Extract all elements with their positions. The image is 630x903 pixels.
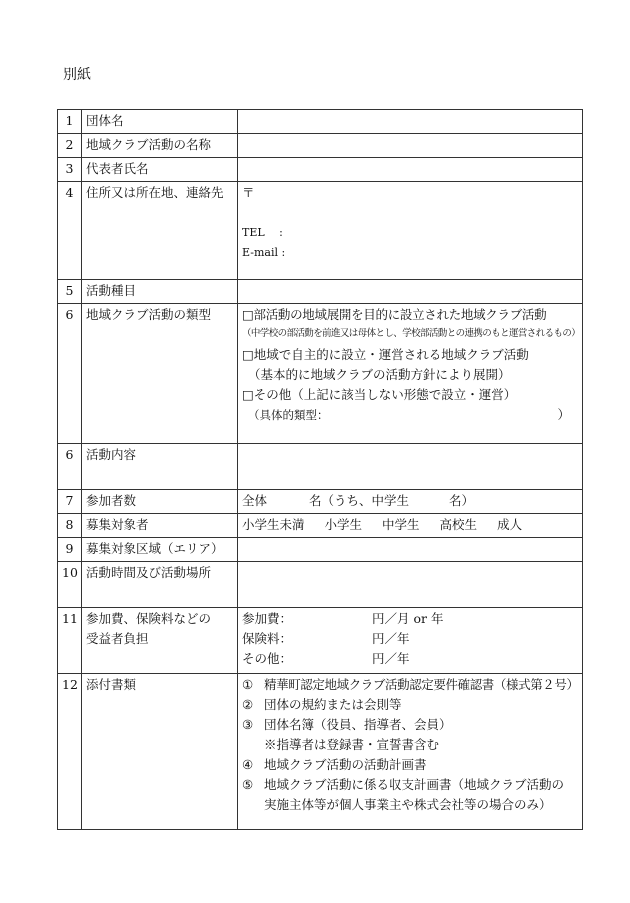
fee-insurance-unit: 円／年 bbox=[372, 631, 410, 646]
attachment-note: ※指導者は登録書・宣誓書含む bbox=[264, 737, 440, 752]
form-row-activity-content bbox=[58, 444, 583, 490]
participants-unit-1: 名（うち、中学生 bbox=[309, 493, 410, 508]
fees-label-line-1: 参加費、保険料などの bbox=[86, 611, 212, 626]
row-number: 7 bbox=[58, 490, 82, 514]
target-option[interactable]: 中学生 bbox=[382, 517, 420, 532]
category-option-3[interactable]: □その他（上記に該当しない形態で設立・運営） bbox=[242, 387, 517, 402]
row-label: 団体名 bbox=[82, 110, 238, 134]
application-form-table bbox=[57, 109, 583, 830]
row-label: 募集対象者 bbox=[82, 514, 238, 538]
category-option-2[interactable]: □地域で自主的に設立・運営される地域クラブ活動 bbox=[242, 347, 529, 362]
activity-content-field[interactable] bbox=[238, 444, 583, 490]
row-number: 5 bbox=[58, 280, 82, 304]
attachment-item: ① 精華町認定地域クラブ活動認定要件確認書（様式第２号） bbox=[242, 677, 579, 692]
row-label: 活動時間及び活動場所 bbox=[82, 562, 238, 608]
row-number: 2 bbox=[58, 134, 82, 158]
email-label: E-mail : bbox=[242, 246, 286, 259]
row-label: 地域クラブ活動の名称 bbox=[82, 134, 238, 158]
participants-unit-2: 名） bbox=[449, 493, 475, 508]
form-row-recruit-target bbox=[58, 514, 583, 538]
attachment-item: ④ 地域クラブ活動の活動計画書 bbox=[242, 757, 427, 772]
row-label bbox=[82, 608, 238, 674]
row-label: 添付書類 bbox=[82, 674, 238, 830]
participants-total-label: 全体 bbox=[242, 493, 268, 508]
attachment-item: ⑤ 地域クラブ活動に係る収支計画書（地域クラブ活動の実施主体等が個人事業主や株式会社等の場合のみ） bbox=[242, 777, 565, 812]
row-label: 代表者氏名 bbox=[82, 158, 238, 182]
fee-insurance-label: 保険料： bbox=[242, 631, 293, 646]
target-option[interactable]: 成人 bbox=[497, 517, 523, 532]
attachment-item: ③ 団体名簿（役員、指導者、会員） bbox=[242, 717, 452, 732]
form-row-recruit-area bbox=[58, 538, 583, 562]
recruit-area-field[interactable] bbox=[238, 538, 583, 562]
row-number: 6 bbox=[58, 444, 82, 490]
form-row-activity-type bbox=[58, 280, 583, 304]
row-number: 3 bbox=[58, 158, 82, 182]
form-row-group-name bbox=[58, 110, 583, 134]
fee-other-unit: 円／年 bbox=[372, 651, 410, 666]
form-row-fees bbox=[58, 608, 583, 674]
target-option[interactable]: 小学生 bbox=[324, 517, 363, 532]
row-label: 募集対象区域（エリア） bbox=[82, 538, 238, 562]
fee-participation-unit: 円／月 or 年 bbox=[372, 611, 444, 626]
attachments-list bbox=[238, 674, 583, 830]
club-category-options bbox=[238, 304, 583, 444]
group-name-field[interactable] bbox=[238, 110, 583, 134]
page-heading: 別紙 bbox=[63, 67, 91, 83]
attachment-item: ② 団体の規約または会則等 bbox=[242, 697, 402, 712]
row-number: 12 bbox=[58, 674, 82, 830]
postal-mark: 〒 bbox=[242, 185, 255, 200]
form-row-representative bbox=[58, 158, 583, 182]
form-row-participants bbox=[58, 490, 583, 514]
form-row-time-place bbox=[58, 562, 583, 608]
row-number: 6 bbox=[58, 304, 82, 444]
row-label: 地域クラブ活動の類型 bbox=[82, 304, 238, 444]
fee-other-label: その他： bbox=[242, 651, 293, 666]
fee-participation-label: 参加費： bbox=[242, 611, 293, 626]
club-name-field[interactable] bbox=[238, 134, 583, 158]
fees-field[interactable] bbox=[238, 608, 583, 674]
fees-label-line-2: 受益者負担 bbox=[86, 631, 149, 646]
time-place-field[interactable] bbox=[238, 562, 583, 608]
row-label: 参加者数 bbox=[82, 490, 238, 514]
row-number: 10 bbox=[58, 562, 82, 608]
representative-field[interactable] bbox=[238, 158, 583, 182]
address-field[interactable] bbox=[238, 182, 583, 280]
other-type-label: （具体的類型： bbox=[248, 408, 329, 422]
recruit-target-options bbox=[238, 514, 583, 538]
row-number: 9 bbox=[58, 538, 82, 562]
form-row-attachments bbox=[58, 674, 583, 830]
target-option[interactable]: 高校生 bbox=[439, 517, 478, 532]
form-row-club-name bbox=[58, 134, 583, 158]
row-number: 1 bbox=[58, 110, 82, 134]
form-row-address bbox=[58, 182, 583, 280]
row-number: 4 bbox=[58, 182, 82, 280]
category-option-3-note bbox=[242, 405, 578, 425]
activity-type-field[interactable] bbox=[238, 280, 583, 304]
category-option-1[interactable]: □部活動の地域展開を目的に設立された地域クラブ活動 bbox=[242, 307, 547, 322]
row-label: 住所又は所在地、連絡先 bbox=[82, 182, 238, 280]
row-number: 8 bbox=[58, 514, 82, 538]
form-row-club-category bbox=[58, 304, 583, 444]
participants-field[interactable] bbox=[238, 490, 583, 514]
category-option-1-note: （中学校の部活動を前進又は母体とし、学校部活動との連携のもと運営されるもの） bbox=[242, 328, 581, 339]
row-label: 活動種目 bbox=[82, 280, 238, 304]
other-type-close: ） bbox=[557, 407, 570, 422]
target-option[interactable]: 小学生未満 bbox=[242, 517, 305, 532]
row-label: 活動内容 bbox=[82, 444, 238, 490]
row-number: 11 bbox=[58, 608, 82, 674]
tel-label: TEL : bbox=[242, 226, 283, 239]
category-option-2-note: （基本的に地域クラブの活動方針により展開） bbox=[248, 367, 511, 382]
